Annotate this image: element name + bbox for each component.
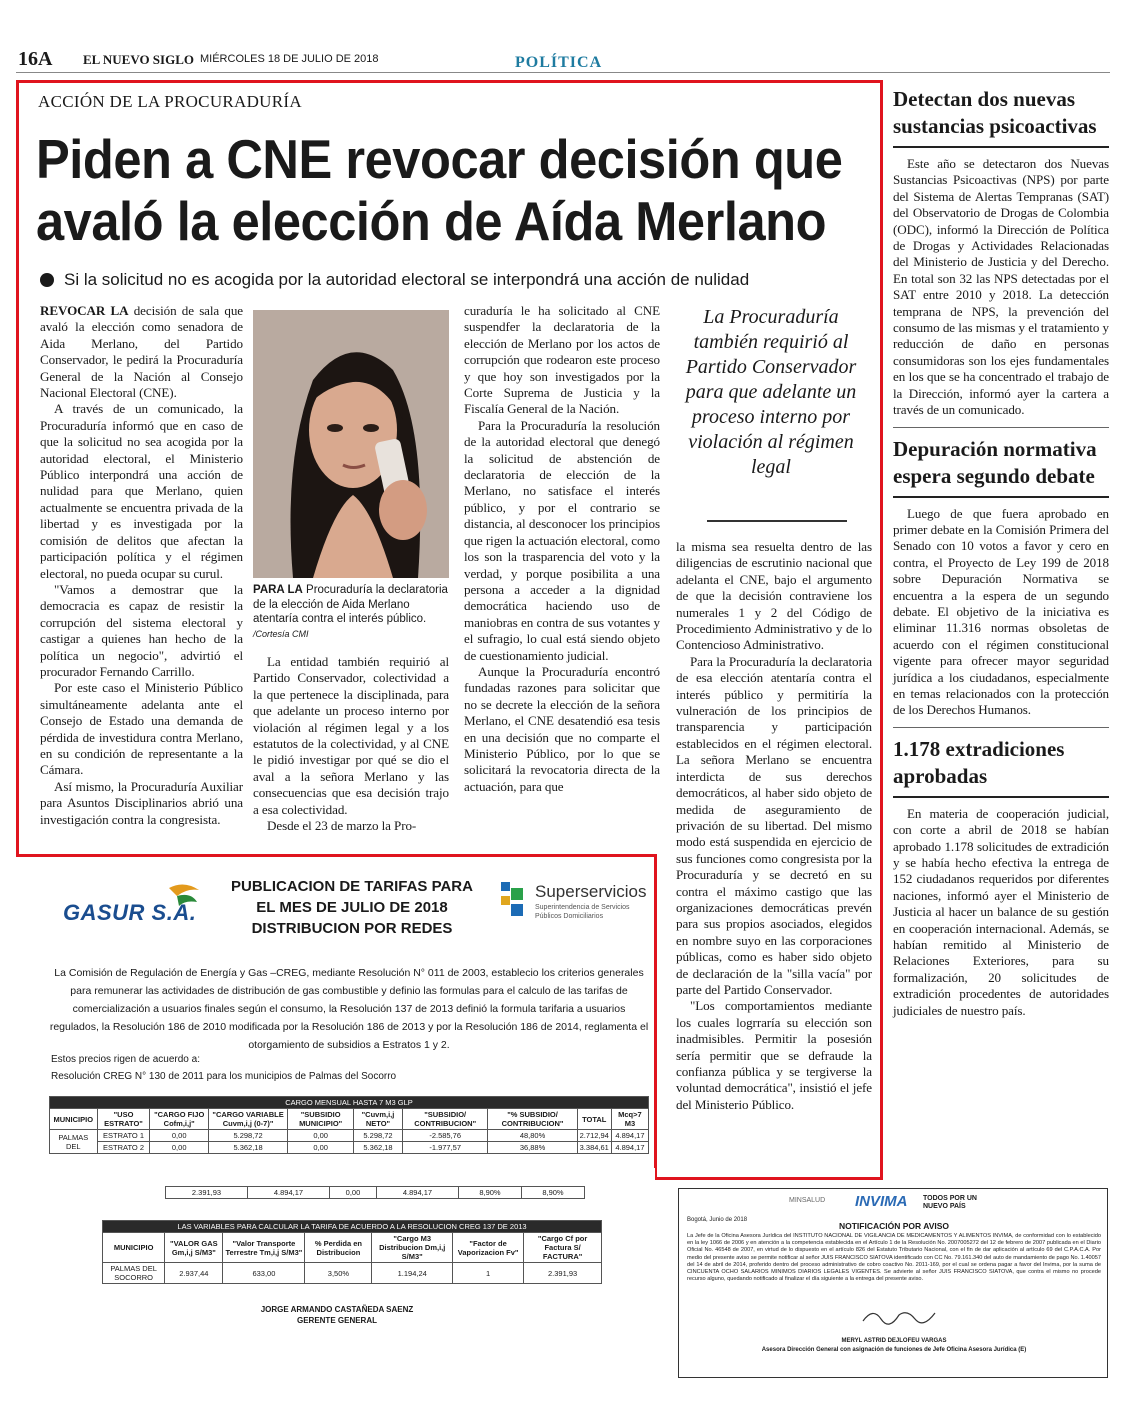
tariff-table-2 bbox=[102, 1220, 602, 1284]
table-row: ESTRATO 2 0,00 5.362,18 0,00 5.362,18 -1.977,57 36,88% 3.384,61 4.894,17 bbox=[50, 1142, 649, 1154]
paragraph: A través de un comunicado, la Procuraduría informó que en caso de que la solicitud no sea acogida por la autoridad electoral, el Ministerio Público interpondrá una acción de nulidad para que Merlano, quien actualmente se encuentra privada de la libertad y es investigada por la comisión de delitos que afectan la participación política y el régimen electoral, no pueda ocupar su curul. bbox=[40, 401, 243, 581]
paragraph: la misma sea resuelta dentro de las diligencias de escrutinio nacional que adelanta el CNE, bajo el argumento de que la decisión contraviene los numerales 1 y 2 del Código de Procedimiento Administrativo y de lo Contencioso Administrativo. bbox=[676, 539, 872, 653]
brief-title: Depuración normativa espera segundo debate bbox=[893, 436, 1097, 488]
article-kicker: ACCIÓN DE LA PROCURADURÍA bbox=[38, 92, 302, 111]
highlight-frame-mid bbox=[16, 854, 657, 857]
ad-signature: JORGE ARMANDO CASTAÑEDA SAENZ GERENTE GENERAL bbox=[260, 1305, 414, 1325]
section-title: POLÍTICA bbox=[515, 54, 603, 71]
highlight-frame-top bbox=[16, 80, 883, 83]
paragraph: Para la Procuraduría la resolución de la autoridad electoral que denegó la solicitud de abstención de declaratoria de elección de la Merlano, no satisface el interés público, y por el contrario se distancia, al desconocer los principios que rigen la actuación electoral, como los son la trasparencia del voto y la verdad, y porque posibilita a una persona a acceder a la dignidad democrática haciendo uso de maniobras en contra de sus votantes y el sufragio, lo cual está siendo objeto de cuestionamiento judicial. bbox=[464, 417, 660, 663]
issue-date: MIÉRCOLES 18 DE JULIO DE 2018 bbox=[200, 53, 379, 65]
notice-logo-invima: INVIMA bbox=[855, 1193, 908, 1210]
table-title: LAS VARIABLES PARA CALCULAR LA TARIFA DE ACUERDO A LA RESOLUCION CREG 137 DE 2013 bbox=[103, 1221, 602, 1233]
brief-text: En materia de cooperación judicial, con corte a abril de 2018 se habían aprobado 1.178 solicitudes de extradición y se había hecho efectiva la entrega de 152 ciudadanos requeridos por diferentes naciones, informó ayer el Ministerio de Justicia al hacer un balance de su gestión en cooperación internacional. Además, se habían remitido al Ministerio de Relaciones Exteriores, para su formalización, 20 solicitudes de extradición procedentes de autoridades judiciales de nuestro país. bbox=[893, 805, 1109, 1018]
brief-text: Luego de que fuera aprobado en primer debate en la Comisión Primera del Senado con 10 votos a favor y cero en contra, el Proyecto de Ley 199 de 2018 sobre Depuración Normativa se encuentra a la espera de un segundo debate. El objetivo de la iniciativa es eliminar 11.316 normas obsoletas de acuerdo con el régimen constitucional vigente para ofrecer mayor seguridad jurídica a los ciudadanos, especialmente en temas relacionados con la protección de los Derechos Humanos. bbox=[893, 505, 1109, 718]
highlight-frame-bottom bbox=[654, 1177, 883, 1180]
table-cut-gap bbox=[37, 1168, 655, 1186]
table-row: PALMAS DEL ESTRATO 1 0,00 5.298,72 0,00 5.298,72 -2.585,76 48,80% 2.712,94 4.894,17 bbox=[50, 1130, 649, 1142]
headline-line-2: avaló la elección de Aída Merlano bbox=[36, 190, 827, 252]
photo-caption: PARA LA Procuraduría la declaratoria de la elección de Aida Merlano atentaría contra el interés público. /Cortesía CMI bbox=[253, 584, 448, 639]
superservicios-sub2: Públicos Domiciliarios bbox=[535, 913, 604, 920]
headline-line-1: Piden a CNE revocar decisión que bbox=[36, 128, 843, 190]
pull-quote-rule bbox=[707, 520, 847, 522]
superservicios-icon bbox=[497, 880, 531, 922]
paragraph: "Vamos a demostrar que la democracia es capaz de resistir la corrupción del sistema electoral y castigar a quienes han hecho de la política un negocio", advirtió el procurador Fernando Carrillo. bbox=[40, 581, 243, 679]
tariff-table-1 bbox=[49, 1096, 649, 1154]
article-headline bbox=[36, 128, 843, 252]
notice-logo-1: MINSALUD bbox=[789, 1197, 826, 1204]
notice-date: Bogotá, Junio de 2018 bbox=[687, 1217, 748, 1223]
brief-rule bbox=[893, 796, 1109, 798]
page-number: 16A bbox=[18, 48, 53, 70]
gasur-logo-text: GASUR S.A. bbox=[63, 900, 197, 925]
ad-prices-resolution: Resolución CREG N° 130 de 2011 para los municipios de Palmas del Socorro bbox=[51, 1071, 397, 1082]
paragraph: La entidad también requirió al Partido Conservador, colectividad a la que pertenece la disciplinada, para que adelante un proceso interno por violación al régimen legal y a los estatutos de la colectividad, y al CNE le pidió investigar por qué se dio el aval a la señora Merlano y las consecuencias que esa decisión trajo a esa colectividad. bbox=[253, 654, 449, 817]
article-subhead: Si la solicitud no es acogida por la autoridad electoral se interpondrá una acción de nulidad bbox=[64, 270, 750, 289]
brief-divider bbox=[893, 427, 1109, 428]
paragraph: Desde el 23 de marzo la Pro- bbox=[267, 818, 417, 834]
brief-title: Detectan dos nuevas sustancias psicoactivas bbox=[893, 87, 1097, 138]
notice-body: La Jefe de la Oficina Asesora Jurídica del INSTITUTO NACIONAL DE VIGILANCIA DE MEDICAMENTOS Y ALIMENTOS INVIMA, de conformidad con lo establecido en la ley 1066 de 2006 y en atención a la competencia establecida en el Artículo 1 de la Resolución No. 2007005272 del 12 de febrero de 2007 publicada en el Diario Oficial No. 46548 de 2007, en virtud de lo dispuesto en el artículo 826 del Estatuto Tributario Nacional, con el fin de dar aplicación al artículo 69 del C.P.A.C.A. Por medio del presente aviso se permite notificar al señor JUIS FRANCISCO SIATOVA identificado con CC No. 79.161.340 del auto de mandamiento de pago No. 1.40057 del 14 de abril de 2014, proferido dentro del proceso administrativo de cobro coactivo No. 2011-169, por el cual se ordena pagar a favor del Invima, por la suma de CINCUENTA OCHO SALARIOS MINIMOS DIARIOS LEGALES VIGENTES. Se advierte al señor JUIS FRANCISCO SIATOVA, que contra el mismo no procede recurso alguno, quedando notificado al finalizar el día siguiente a la entrega del presente aviso. bbox=[687, 1233, 1101, 1283]
superservicios-name: Superservicios bbox=[535, 882, 647, 901]
table-title: CARGO MENSUAL HASTA 7 M3 GLP bbox=[50, 1097, 649, 1109]
brief-title: 1.178 extradiciones aprobadas bbox=[893, 736, 1065, 788]
notice-signature: MERYL ASTRID DEJLOFEU VARGAS Asesora Dirección General con asignación de funciones de Jefe Oficina Asesora Jurídica (E) bbox=[761, 1338, 1027, 1353]
ad-prices-note: Estos precios rigen de acuerdo a: bbox=[51, 1054, 200, 1065]
brief-rule bbox=[893, 496, 1109, 498]
gasur-logo bbox=[59, 880, 209, 930]
ad-title: PUBLICACION DE TARIFAS PARA EL MES DE JULIO DE 2018 DISTRIBUCION POR REDES bbox=[231, 878, 473, 937]
table-row: 2.391,93 4.894,17 0,00 4.894,17 8,90% 8,90% bbox=[166, 1187, 585, 1199]
highlight-frame-right bbox=[880, 80, 883, 1180]
photo-credit: /Cortesía CMI bbox=[253, 628, 309, 639]
signature-scribble-icon bbox=[859, 1305, 939, 1327]
tariff-advertisement bbox=[37, 866, 655, 1329]
notice-title: NOTIFICACIÓN POR AVISO bbox=[838, 1221, 950, 1231]
notice-logo-3: TODOS POR UN NUEVO PAÍS bbox=[923, 1195, 977, 1210]
subhead-bullet-icon bbox=[40, 273, 54, 287]
paragraph: Así mismo, la Procuraduría Auxiliar para Asuntos Disciplinarios abrió una investigación contra la congresista. bbox=[40, 778, 243, 827]
table-row: PALMAS DEL SOCORRO 2.937,44 633,00 3,50% 1.194,24 1 2.391,93 bbox=[103, 1263, 602, 1284]
superservicios-logo bbox=[497, 880, 657, 930]
legal-notice bbox=[678, 1188, 1108, 1378]
sidebar-briefs bbox=[893, 86, 1109, 1019]
paragraph: curaduría le ha solicitado al CNE suspendfer la declaratoria de la elección de Merlano por los actos de corrupción que rodearon este proceso y que hoy son investigados por la Corte Suprema de Justicia y la Fiscalía General de la Nación. bbox=[464, 303, 660, 417]
ad-paragraph: La Comisión de Regulación de Energía y Gas –CREG, mediante Resolución N° 011 de 2003, establecio los criterios generales para remunerar las actividades de distribución de gas combustible y definio las formulas para el calculo de las tarifas de comercialización a usuarios finales según el consumo, la Resolución 137 de 2013 definió la formula tarifaria a usuarios regulados, la Resolución 186 de 2010 modificada por la Resolución 186 de 2013 y por la Resolución 186 de 2014, reglamenta el otorgamiento de subsidios a Estratos 1 y 2. bbox=[49, 967, 649, 1051]
article-photo bbox=[253, 310, 449, 578]
highlight-frame-left bbox=[16, 80, 19, 857]
article-column-2 bbox=[253, 654, 449, 834]
portrait-illustration bbox=[253, 310, 449, 578]
paragraph: Para la Procuraduría la declaratoria de esa elección atentaría contra el interés público y permitiría la vulneración de los principios de transparencia y participación establecidos en el régimen electoral. La señora Merlano se encuentra interdicta de sus derechos democráticos, al haber sido objeto de medida de aseguramiento de privación de su libertad. Del mismo modo está suspendida en ejercicio de sus funciones como congresista por la Procuraduría y se decretó en su contra el máximo castigo que las organizaciones democráticas prevén para sus propios asociados, elegidos en nombre suyo en las corporaciones públicas, como es haber sido objeto de declaración de la "silla vacía" por parte del Partido Conservador. bbox=[676, 653, 872, 997]
table-header-row: MUNICIPIO "USO ESTRATO" "CARGO FIJO Cofm,i,j" "CARGO VARIABLE Cuvm,i,j (0-7)" "SUBSIDIO MUNICIPIO" "Cuvm,i,j NETO" "SUBSIDIO/ CONTRIBUCION" "% SUBSIDIO/ CONTRIBUCION" TOTAL Mcq>7 M3 bbox=[50, 1109, 649, 1130]
paragraph: Por este caso el Ministerio Público simultáneamente adelanta ante el Consejo de Estado una demanda de pérdida de investidura contra Merlano, en su condición de representante a la Cámara. bbox=[40, 680, 243, 778]
article-column-1 bbox=[40, 303, 243, 828]
brief-text: Este año se detectaron dos Nuevas Sustancias Psicoactivas (NPS) por parte del Sistema de Alertas Tempranas (SAT) del Observatorio de Drogas de Colombia (ODC), informó la Dirección de Política de Drogas y Actividades Relacionadas del Ministerio de Justicia y del Derecho. En total son 32 las NPS detectadas por el SAT entre 2010 y 2018. La detección temprana de NPS, la prevención del consumo de las mismas y el tratamiento y reducción de daño en personas consumidoras son los ejes fundamentales en los que se ha concentrado el trabajo de la Dirección, informó ayer la cartera a través de un comunicado. bbox=[893, 156, 1109, 418]
paragraph: "Los comportamientos mediante los cuales logrraría su elección son inadmisibles. Permitir la posesión sería permitir que se defraude la confianza pública y se tergiverse la voluntad democrática", insistió el jefe del Ministerio Público. bbox=[676, 998, 872, 1112]
newspaper-name: EL NUEVO SIGLO bbox=[83, 52, 194, 67]
paragraph: REVOCAR LA decisión de sala que avaló la elección como senadora de Aida Merlano, del Partido Conservador, le pedirá la Procuraduría General de la Nación al Consejo Nacional Electoral (CNE). bbox=[40, 303, 243, 401]
brief-divider bbox=[893, 727, 1109, 728]
header-rule bbox=[16, 72, 1110, 73]
tariff-table-fragment bbox=[165, 1186, 585, 1199]
paragraph: Aunque la Procuraduría encontró fundadas razones para solicitar que no se decrete la elección de la señora Merlano, el CNE desatendió esa tesis en una decisión que no comparte el Ministerio Público, por lo que se solicitará la revocatoria directa de la actuación, para que bbox=[464, 663, 660, 794]
pull-quote: La Procuraduría también requirió al Partido Conservador para que adelante un proceso interno por violación al régimen legal bbox=[685, 306, 857, 478]
table-header-row: MUNICIPIO "VALOR GAS Gm,i,j S/M3" "Valor Transporte Terrestre Tm,i,j S/M3" % Perdida en Distribucion "Cargo M3 Distribucion Dm,i,j S/M3" "Factor de Vaporizacion Fv" "Cargo Cf por Factura S/ FACTURA" bbox=[103, 1233, 602, 1263]
lead-in: REVOCAR LA bbox=[40, 303, 129, 318]
brief-rule bbox=[893, 146, 1109, 148]
article-column-3 bbox=[464, 303, 660, 795]
superservicios-sub1: Superintendencia de Servicios bbox=[535, 904, 630, 911]
article-column-4 bbox=[676, 539, 872, 1113]
